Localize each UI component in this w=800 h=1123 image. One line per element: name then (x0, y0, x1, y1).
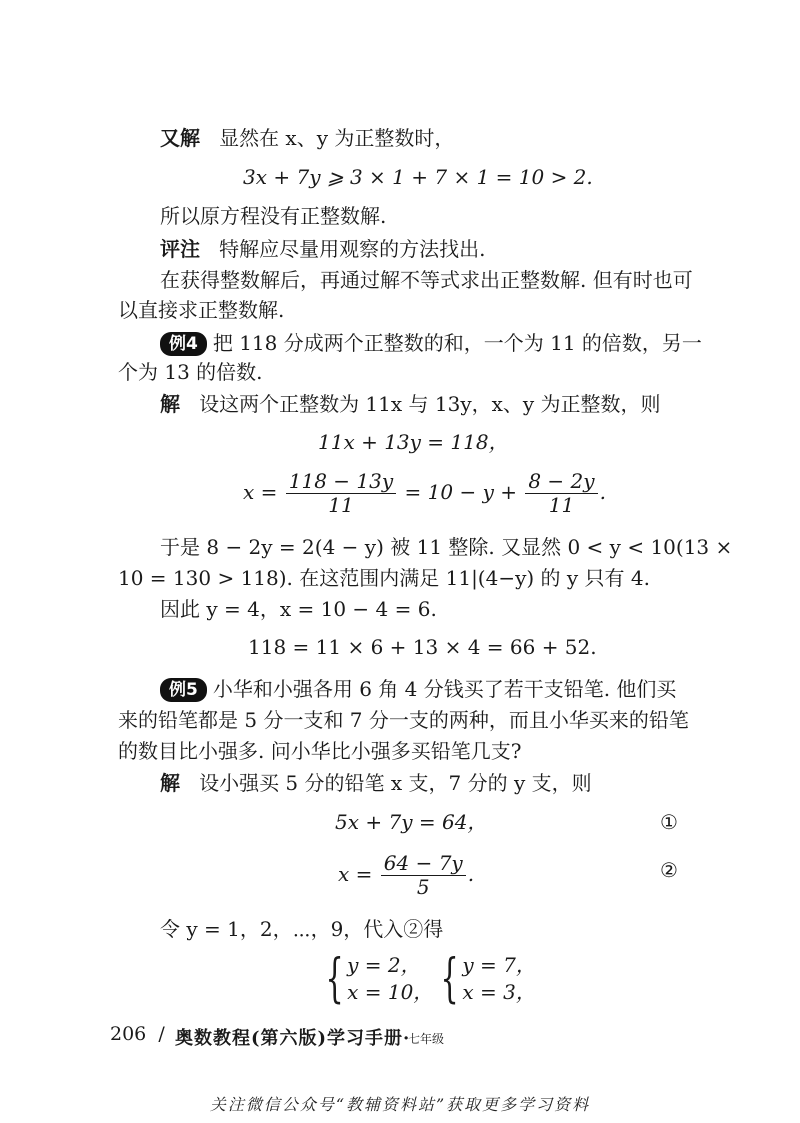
page-separator: / (158, 1023, 165, 1045)
fraction (525, 470, 597, 517)
fraction-numerator: 64 − 7y (381, 852, 466, 876)
solution-5-text: 设小强买 5 分的铅笔 x 支，7 分的 y 支，则 (199, 771, 592, 795)
example-4-text: 把 118 分成两个正整数的和，一个为 11 的倍数，另一 (212, 331, 702, 355)
left-brace: { (440, 948, 459, 1009)
eq-lhs: x = (243, 480, 278, 504)
left-brace: { (325, 948, 344, 1009)
solution-4-text: 设这两个正整数为 11x 与 13y，x、y 为正整数，则 (199, 392, 661, 416)
solution-label: 解 (160, 392, 180, 416)
equation-check: 118 = 11 × 6 + 13 × 4 = 66 + 52. (248, 635, 597, 659)
example-4-badge: 例4 (160, 332, 207, 356)
equation-2 (338, 852, 474, 899)
eq-end: . (599, 480, 606, 504)
equation-1-number: ① (660, 810, 678, 834)
comment-line (160, 237, 485, 261)
eq-end: . (467, 862, 475, 886)
fraction (381, 852, 466, 899)
example-5-line-3: 的数目比小强多. 问小华比小强多买铅笔几支? (118, 739, 522, 763)
watermark-note: 关注微信公众号“教辅资料站”获取更多学习资料 (209, 1095, 591, 1114)
page-number (110, 1023, 165, 1045)
equation-linear: 11x + 13y = 118， (318, 430, 509, 454)
system-2 (462, 952, 536, 1006)
eq-middle: = 10 − y + (404, 480, 517, 504)
page-number-value: 206 (110, 1023, 147, 1045)
solution-4-line (160, 392, 661, 416)
equation-inequality: 3x + 7y ⩾ 3 × 1 + 7 × 1 = 10 > 2. (243, 165, 593, 189)
example-5-badge: 例5 (160, 678, 207, 702)
conclusion-text: 所以原方程没有正整数解. (160, 204, 387, 228)
book-title: 奥数教程(第六版)学习手册· (175, 1028, 411, 1049)
grade-label: 七年级 (408, 1032, 445, 1046)
system-1-y: y = 2， (347, 953, 421, 977)
paragraph-line: 于是 8 − 2y = 2(4 − y) 被 11 整除. 又显然 0 < y < 10(13 × (160, 535, 733, 559)
alt-solution-line (160, 126, 454, 150)
comment-label: 评注 (160, 237, 200, 261)
fraction-denominator: 11 (328, 493, 354, 517)
fraction (286, 470, 396, 517)
fraction-denominator: 11 (548, 493, 575, 517)
equation-fraction (243, 470, 606, 517)
system-2-x: x = 3， (462, 980, 536, 1004)
fraction-numerator: 8 − 2y (525, 470, 597, 494)
paragraph-line: 10 = 130 > 118). 在这范围内满足 11|(4−y) 的 y 只有 4. (118, 566, 651, 590)
system-1-x: x = 10， (347, 980, 434, 1004)
comment-text: 特解应尽量用观察的方法找出. (219, 237, 486, 261)
solution-5-line (160, 771, 592, 795)
equation-1: 5x + 7y = 64， (335, 810, 488, 834)
substitution-text: 令 y = 1，2，⋯，9，代入②得 (160, 917, 444, 941)
paragraph-line: 以直接求正整数解. (118, 298, 285, 322)
example-5-line-2: 来的铅笔都是 5 分一支和 7 分一支的两种，而且小华买来的铅笔 (118, 708, 689, 732)
example-5-text: 小华和小强各用 6 角 4 分钱买了若干支铅笔. 他们买 (212, 677, 677, 701)
eq-lhs: x = (338, 862, 373, 886)
solution-systems (318, 948, 536, 1009)
example-5-line (160, 677, 676, 702)
fraction-numerator: 118 − 13y (286, 470, 396, 494)
system-2-y: y = 7， (462, 953, 536, 977)
alt-solution-label: 又解 (160, 126, 200, 150)
equation-2-number: ② (660, 858, 678, 882)
example-4-line (160, 331, 702, 356)
system-1 (347, 952, 433, 1006)
paragraph-line: 在获得整数解后，再通过解不等式求出正整数解. 但有时也可 (160, 268, 693, 292)
fraction-denominator: 5 (416, 875, 430, 899)
solution-label: 解 (160, 771, 180, 795)
paragraph-line: 因此 y = 4，x = 10 − 4 = 6. (160, 597, 437, 621)
example-4-line-2: 个为 13 的倍数. (118, 360, 263, 384)
alt-solution-text: 显然在 x、y 为正整数时， (219, 126, 455, 150)
